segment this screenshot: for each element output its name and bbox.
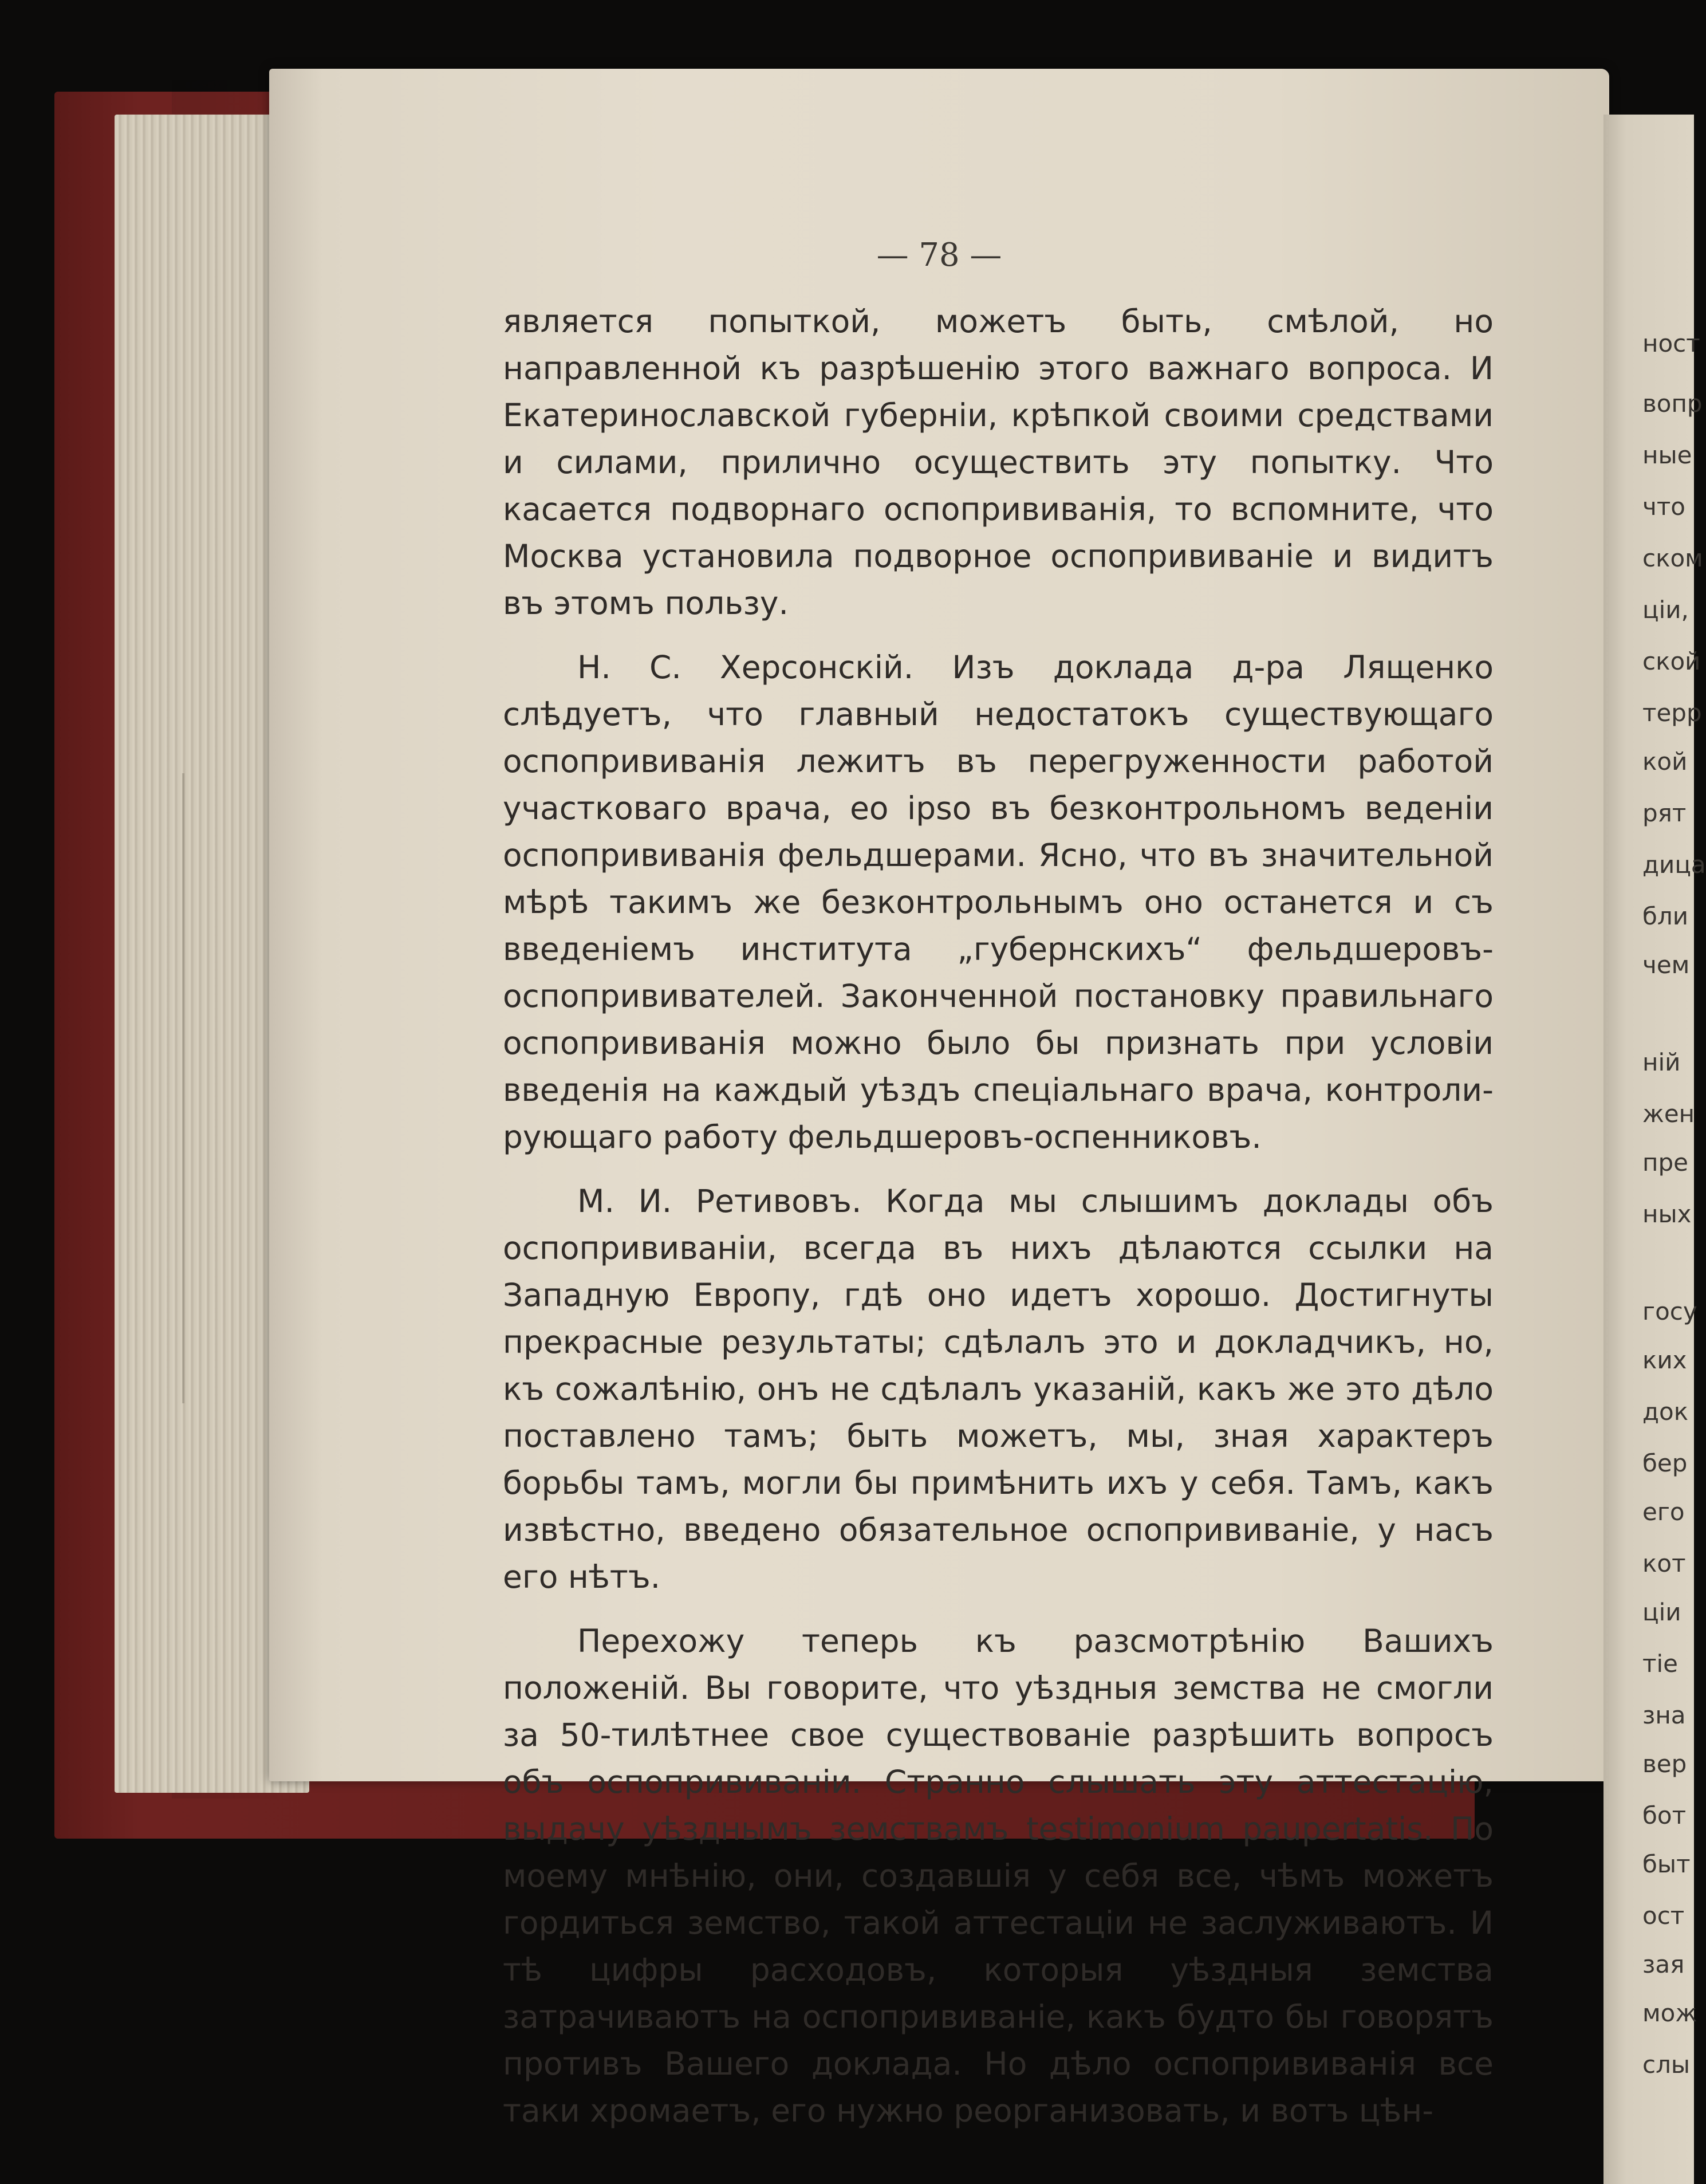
next-page-fragment: чем — [1642, 951, 1690, 979]
next-page-fragment: кой — [1642, 747, 1688, 776]
next-page-fragment: ній — [1642, 1048, 1681, 1076]
next-page-fragment: ост — [1642, 1902, 1685, 1930]
paragraph-2: Н. С. Херсонскій. Изъ доклада д-ра Лященко слѣдуетъ, что главный недостатокъ существующаго оспопрививанія лежитъ въ перегруженности работой участковаго врача, ео ipso въ безконтрольномъ веденіи оспопрививанія фельдшерами. Ясно, что въ значительной мѣрѣ такимъ же безконтрольнымъ оно останется и съ введеніемъ института „губернскихъ“ фельдшеровъ-оспопрививателей. Законченной постановку правильнаго оспопрививанія можно было бы признать при условіи введенія на каждый уѣздъ спеціальнаго врача, контролирующаго работу фельдшеровъ-оспенниковъ. — [503, 649, 1494, 1155]
paragraph-3: М. И. Ретивовъ. Когда мы слышимъ доклады объ оспопрививаніи, всегда въ нихъ дѣлаются ссылки на Западную Европу, гдѣ оно идетъ хорошо. Достигнуты прекрасные результаты; сдѣлалъ это и докладчикъ, но, къ сожалѣнію, онъ не сдѣлалъ указаній, какъ же это дѣло поставлено тамъ; быть можетъ, мы, зная характеръ борьбы тамъ, могли бы примѣнить ихъ у себя. Тамъ, какъ извѣстно, введено обязательное оспопрививаніе, у насъ его нѣтъ. — [503, 1183, 1494, 1595]
next-page-fragment: ціи — [1642, 1598, 1681, 1626]
next-page-fragment: что — [1642, 493, 1685, 521]
paragraph-1: является попыткой, можетъ быть, смѣлой, но направленной къ разрѣшенію этого важнаго вопроса. И Екатеринославской губерніи, крѣпкой своими средствами и силами, прилично осуществить эту попытку. Что касается подворнаго оспопрививанія, то вспомните, что Москва установила подворное оспопрививаніе и видитъ въ этомъ пользу. — [503, 303, 1494, 621]
next-page-fragment: вер — [1642, 1750, 1687, 1778]
next-page-fragment: мож — [1642, 1999, 1697, 2027]
next-page-fragment: бли — [1642, 902, 1689, 930]
next-page-fragment: госу — [1642, 1297, 1697, 1325]
page-number: — 78 — — [876, 237, 1002, 274]
next-page-fragment: зая — [1642, 1950, 1685, 1978]
next-page-fragment: пре — [1642, 1148, 1688, 1176]
next-page-fragment: дица — [1642, 851, 1706, 879]
next-page-fragment: слы — [1642, 2051, 1691, 2079]
next-page-fragment: рят — [1642, 799, 1687, 827]
next-page-fragment: его — [1642, 1498, 1685, 1526]
next-page-edge — [1603, 115, 1706, 2184]
next-page-fragment: ской — [1642, 647, 1701, 675]
next-page-fragment: быт — [1642, 1850, 1691, 1878]
next-page-fragment: тіе — [1642, 1650, 1678, 1678]
next-page-fragment: жен — [1642, 1100, 1695, 1128]
next-page-fragment: ких — [1642, 1346, 1687, 1374]
next-page-fragment: док — [1642, 1398, 1689, 1426]
next-page-fragment: ском — [1642, 544, 1703, 572]
page-text — [503, 298, 1494, 2151]
next-page-fragment: ные — [1642, 441, 1692, 469]
next-page-fragment: бот — [1642, 1801, 1687, 1829]
next-page-fragment: зна — [1642, 1701, 1686, 1729]
next-page-fragment: ціи, — [1642, 596, 1689, 624]
next-page-fragment: ных — [1642, 1200, 1692, 1228]
next-page-fragment: кот — [1642, 1549, 1686, 1577]
page-crease — [182, 773, 184, 1403]
next-page-fragment: бер — [1642, 1449, 1688, 1477]
next-page-fragment: терр — [1642, 699, 1702, 727]
paragraph-4: Перехожу теперь къ разсмотрѣнію Вашихъ положеній. Вы говорите, что уѣздныя земства не смогли за 50-тилѣтнее свое существованіе разрѣшить вопросъ объ оспопрививаніи. Странно слышать эту аттестацію, выдачу уѣзднымъ земствамъ testimonium paupertatis. По моему мнѣнію, они, создавшія у себя все, чѣмъ можетъ гордиться земство, такой аттестаціи не заслуживаютъ. И тѣ цифры расходовъ, которыя уѣздныя земства затрачиваютъ на оспопрививаніе, какъ будто бы говорятъ противъ Вашего доклада. Но дѣло оспопрививанія все таки хромаетъ, его нужно реорганизовать, и вотъ цѣн- — [503, 1623, 1494, 2129]
next-page-fragment: вопр — [1642, 389, 1703, 418]
next-page-fragment: ност — [1642, 329, 1700, 357]
